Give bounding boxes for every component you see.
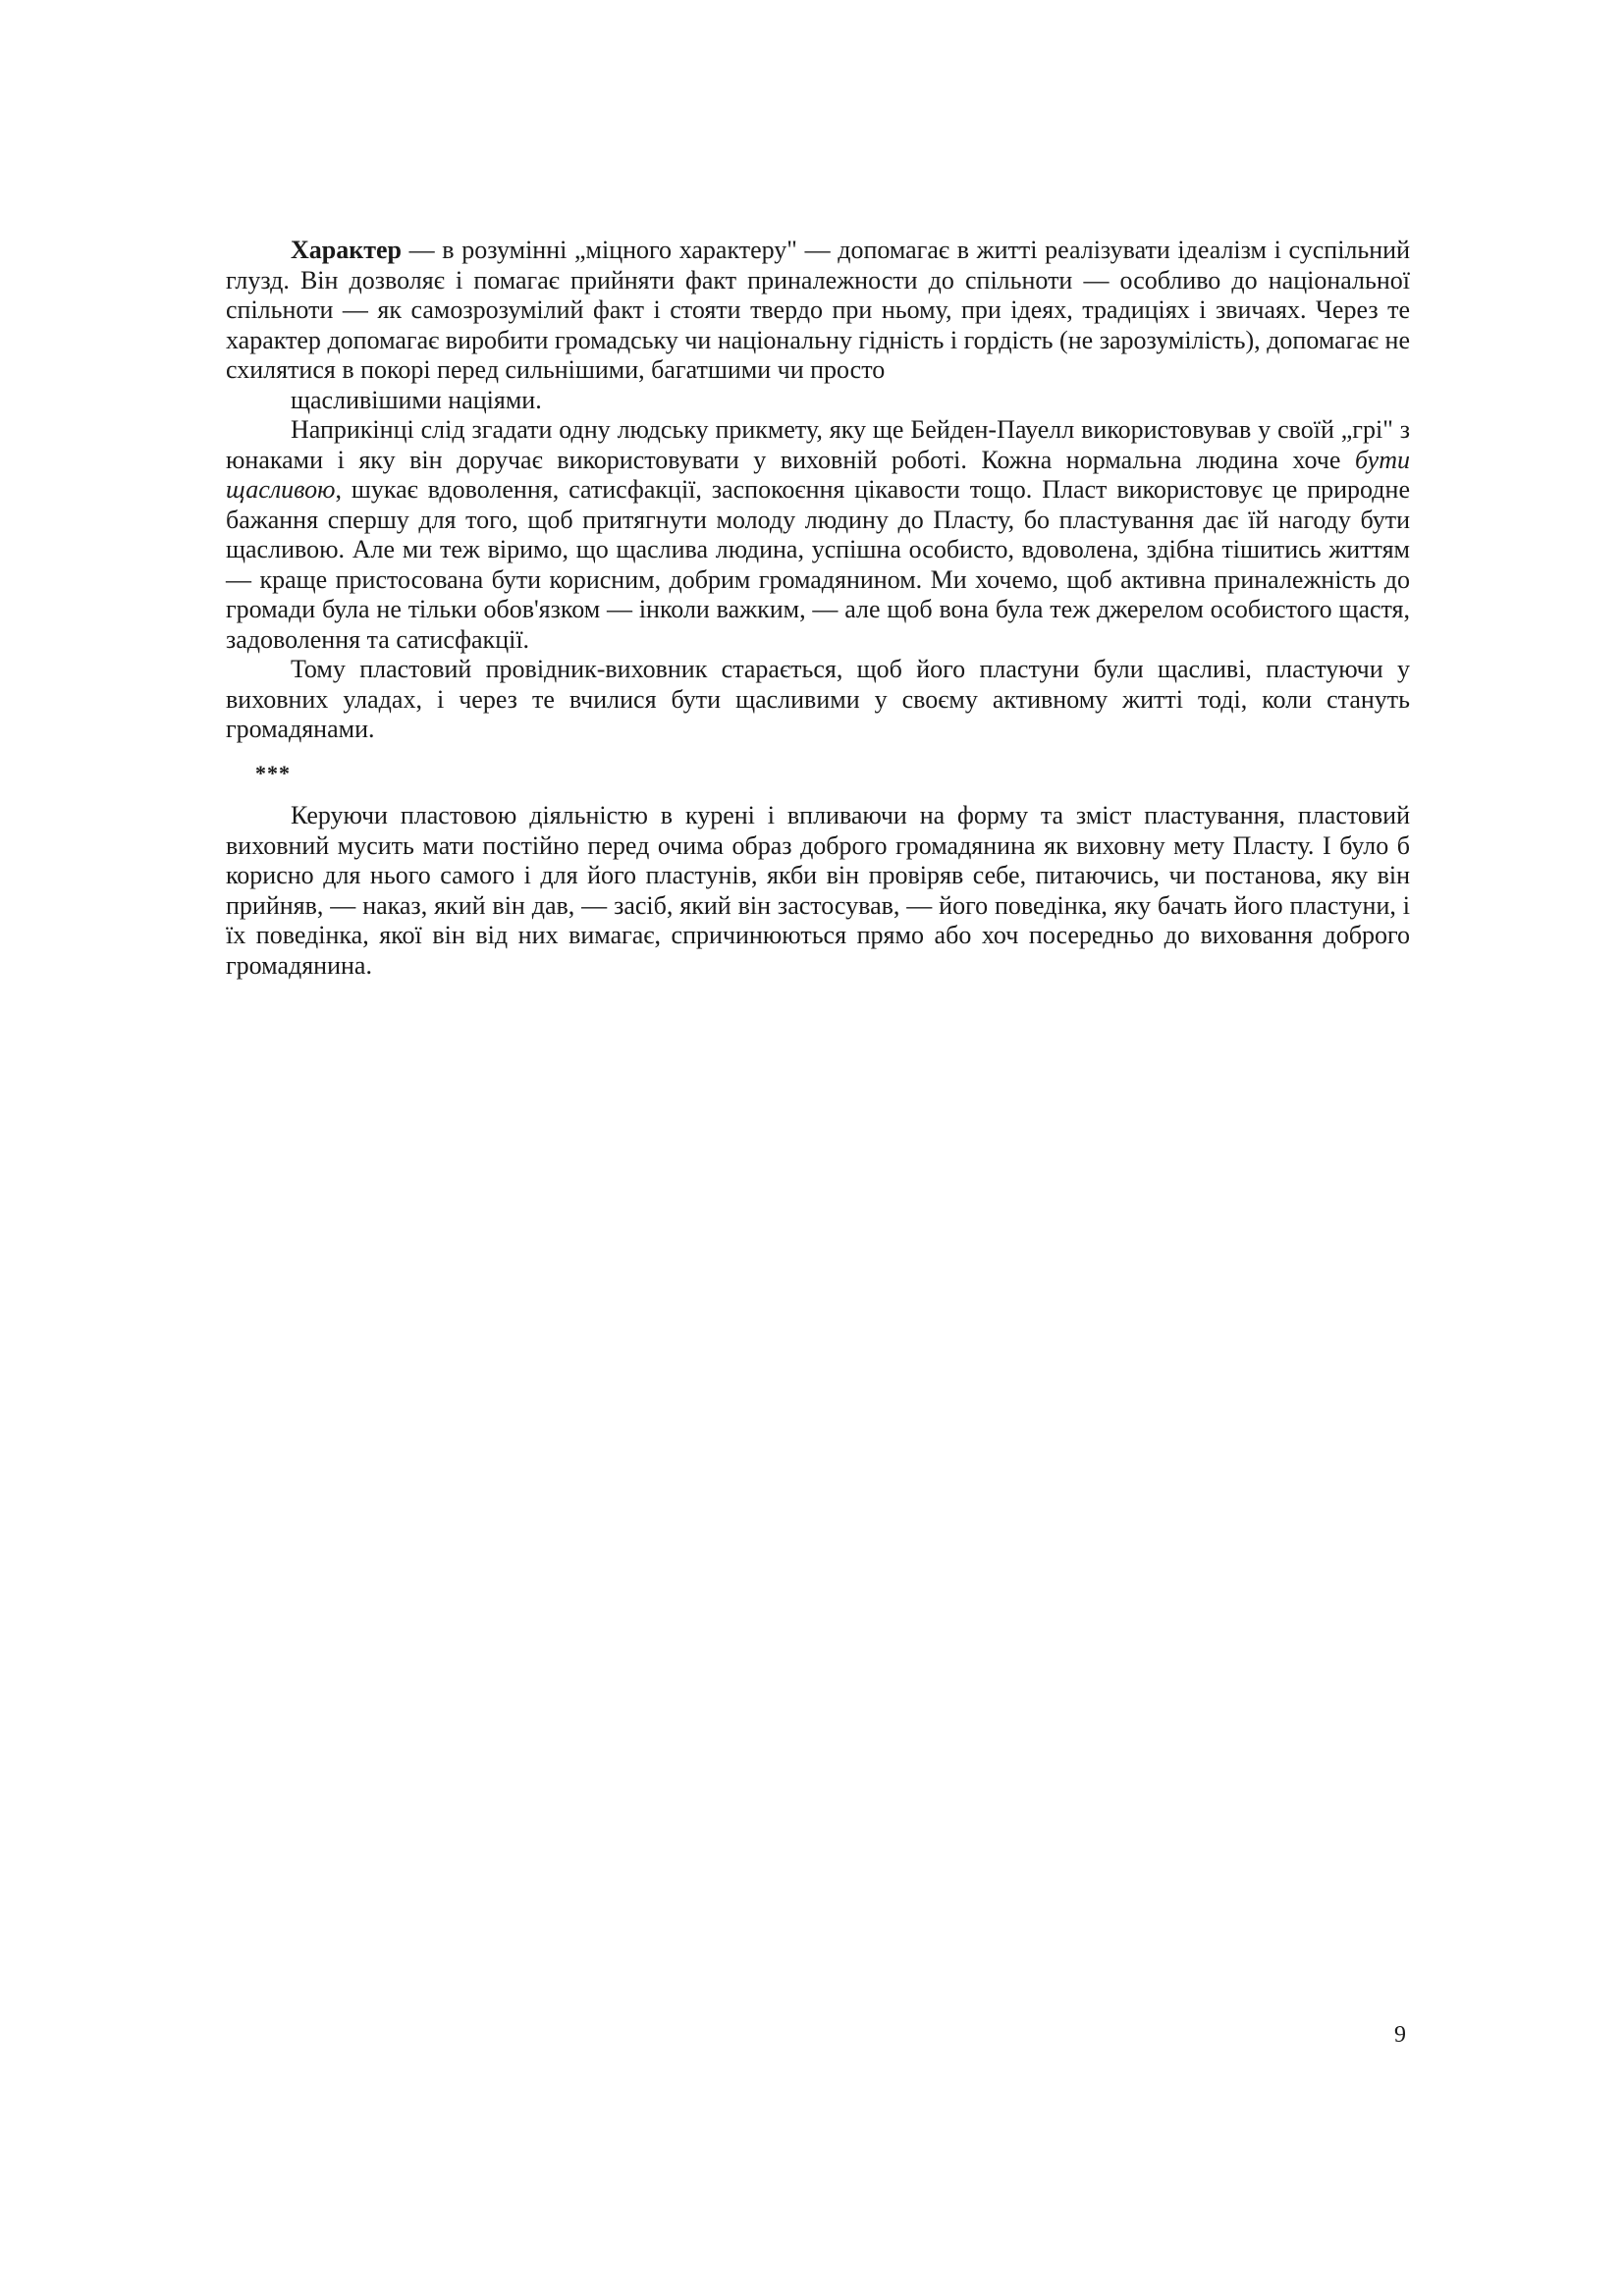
paragraph-character-continuation: щасливішими націями. [291,385,542,414]
emphasis-be-happy: бути щасливою [226,445,1410,504]
section-separator: *** [255,760,291,785]
page-number: 9 [1394,2022,1406,2048]
paragraph-happiness-text-start: Наприкінці слід згадати одну людську прикмету, яку ще Бейден-Пауелл використовував у своїй „грі" з юнаками і яку він доручає використовувати у виховній роботі. Кожна нормальна людина хоче [226,415,1410,474]
document-body [226,236,1410,981]
term-character: Характер [291,236,402,264]
paragraph-character [226,236,1410,386]
paragraph-happiness-text-end: , шукає вдоволення, сатисфакції, заспокоєння цікавости тощо. Пласт використовує це природне бажання спершу для того, щоб притягнути молоду людину до Пласту, бо пластування дає їй нагоду бути щасливою. Але ми теж віримо, що щаслива людина, успішна особисто, вдоволена, здібна тішитись життям — краще пристосована бути корисним, добрим громадянином. Ми хочемо, щоб активна приналежність до громади була не тільки обов'язком — інколи важким, — але щоб вона була теж джерелом особистого щастя, задоволення та сатисфакції. [226,475,1410,654]
paragraph-happiness [226,415,1410,655]
paragraph-character-text: — в розумінні „міцного характеру" — допомагає в житті реалізувати ідеалізм і суспільний глузд. Він дозволяє і помагає прийняти факт приналежности до спільноти — особливо до національної спільноти — як самозрозумілий факт і стояти твердо при ньому, при ідеях, традиціях і звичаях. Через те характер допомагає виробити громадську чи національну гідність і гордість (не зарозумілість), допомагає не схилятися в покорі перед сильнішими, багатшими чи просто [226,236,1410,384]
paragraph-good-citizen: Керуючи пластовою діяльністю в курені і впливаючи на форму та зміст пластування, пластовий виховний мусить мати постійно перед очима образ доброго громадянина як виховну мету Пласту. І було б корисно для нього самого і для його пластунів, якби він провіряв себе, питаючись, чи постанова, яку він прийняв, — наказ, який він дав, — засіб, який він застосував, — його поведінка, яку бачать його пластуни, і їх поведінка, якої він від них вимагає, спричинюються прямо або хоч посередньо до виховання доброго громадянина. [226,801,1410,980]
paragraph-leader: Тому пластовий провідник-виховник старається, щоб його пластуни були щасливі, пластуючи у виховних уладах, і через те вчилися бути щасливими у своєму активному житті тоді, коли стануть громадянами. [226,655,1410,743]
